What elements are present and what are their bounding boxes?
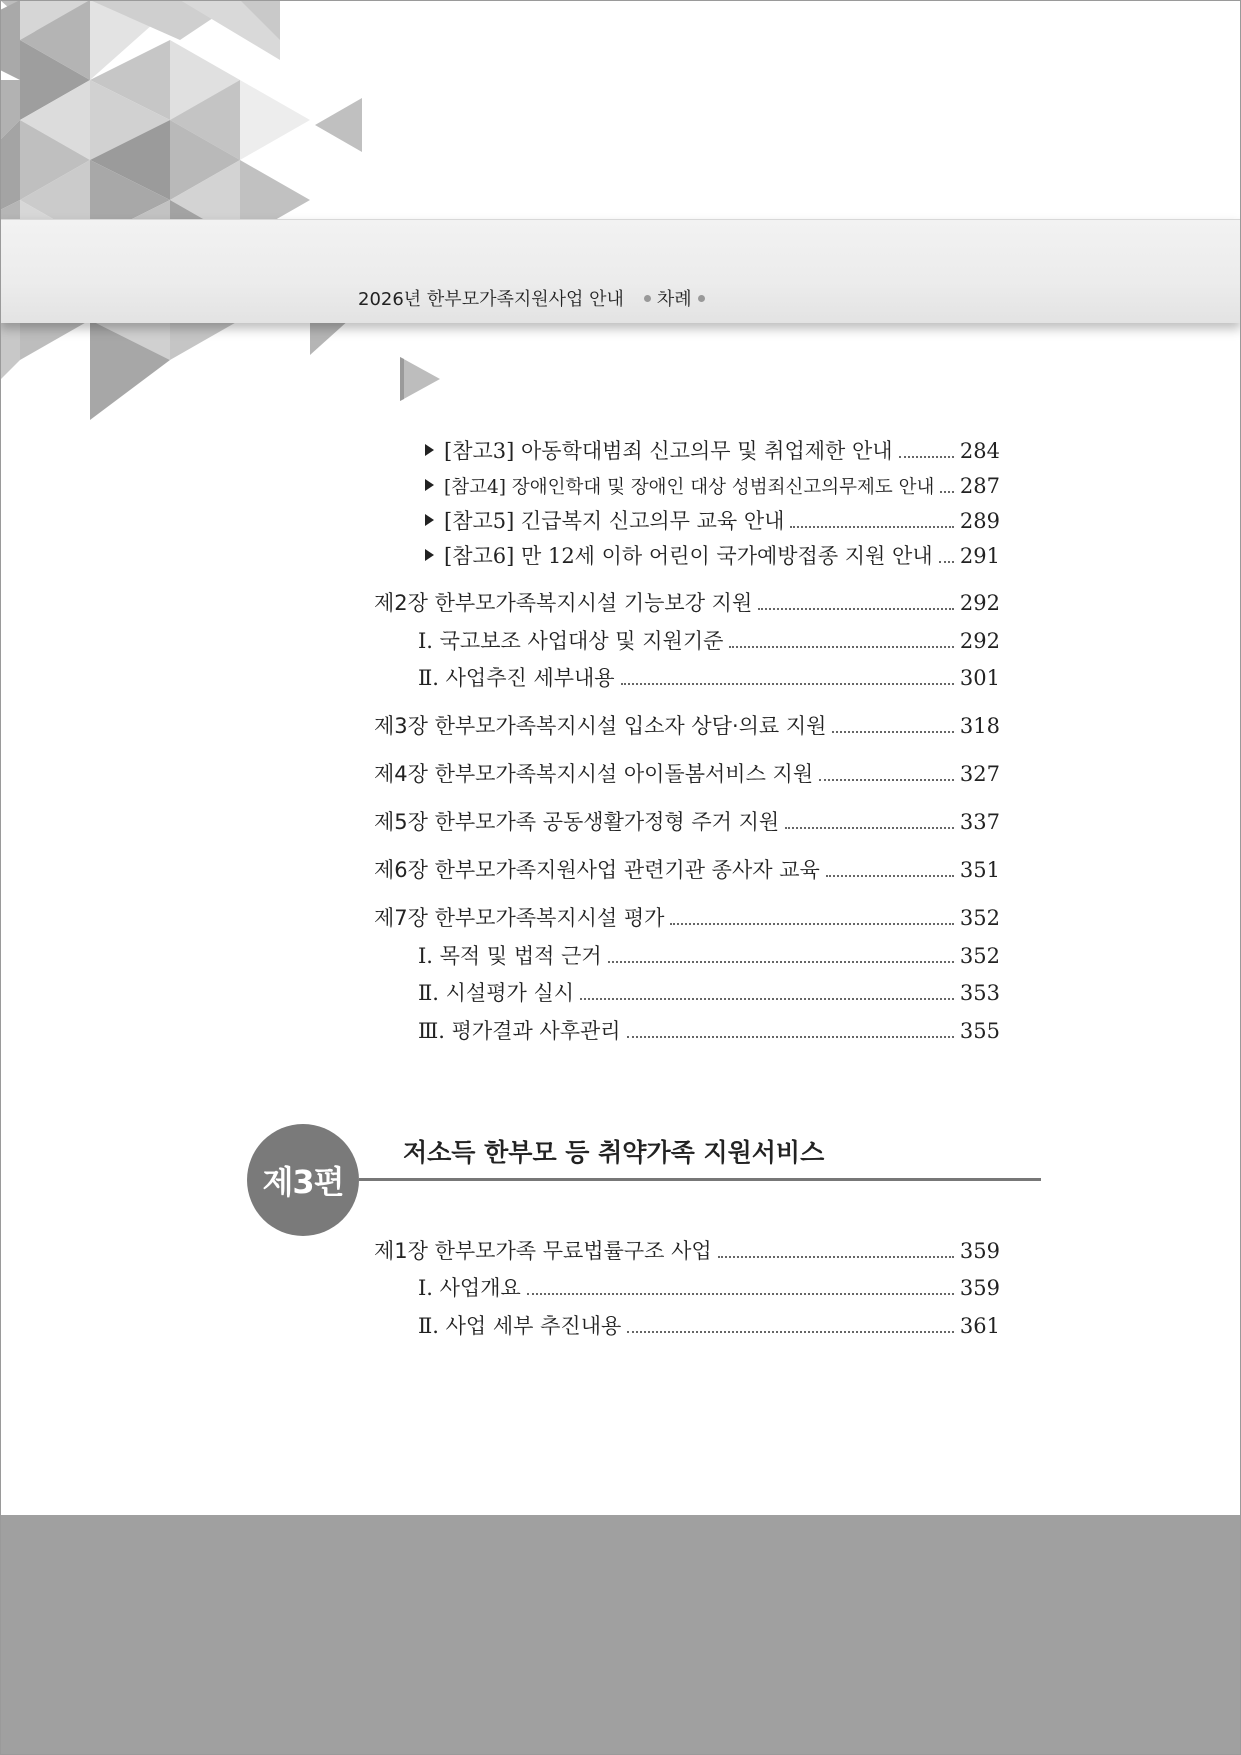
toc-entry-label [374, 903, 664, 933]
toc-entry-page: 355 [959, 1019, 1000, 1043]
toc-entry-label [418, 626, 723, 656]
leader-dots [670, 923, 953, 925]
toc-entry[interactable] [374, 1236, 1000, 1268]
toc-entry-text: 제4장 한부모가족복지시설 아이돌봄서비스 지원 [374, 762, 814, 786]
toc-entry[interactable] [425, 506, 1000, 538]
toc-entry-text: Ⅱ. 사업 세부 추진내용 [418, 1314, 622, 1338]
leader-dots [819, 779, 954, 781]
leader-dots [627, 1036, 954, 1038]
leader-dots [627, 1331, 954, 1333]
toc-entry[interactable] [418, 978, 1000, 1010]
toc-entry-text: Ⅱ. 시설평가 실시 [418, 981, 575, 1005]
toc-entry[interactable] [418, 1016, 1000, 1048]
triangle-bullet-icon [425, 479, 434, 491]
toc-entry-label [374, 807, 779, 837]
toc-entry[interactable] [418, 941, 1000, 973]
toc-entry-label [374, 759, 813, 789]
toc-entry-label [374, 711, 826, 741]
part-title: 저소득 한부모 등 취약가족 지원서비스 [403, 1138, 825, 1167]
bullet-dot-icon [698, 295, 705, 302]
toc-entry-label [418, 941, 602, 971]
toc-entry-page: 292 [959, 629, 1000, 653]
toc-entry-page: 337 [959, 810, 1000, 834]
toc-entry-page: 292 [959, 591, 1000, 615]
toc-entry-text: Ⅰ. 목적 및 법적 근거 [418, 944, 602, 968]
leader-dots [608, 961, 954, 963]
play-triangle-icon [398, 355, 444, 403]
toc-entry[interactable] [374, 855, 1000, 887]
toc-entry-page: 359 [959, 1276, 1000, 1300]
running-header-title: 2026년 한부모가족지원사업 안내 [358, 289, 624, 310]
triangle-bullet-icon [425, 444, 434, 456]
toc-entry[interactable] [418, 1273, 1000, 1305]
running-header [358, 285, 711, 311]
toc-entry-label [418, 663, 615, 693]
toc-entry-label [418, 1311, 621, 1341]
leader-dots [832, 731, 953, 733]
toc-entry-page: 353 [959, 981, 1000, 1005]
toc-entry-label [374, 855, 820, 885]
toc-entry-label [418, 978, 574, 1008]
toc-entry-page: 352 [959, 944, 1000, 968]
toc-entry-page: 351 [959, 858, 1000, 882]
toc-entry-page: 289 [959, 509, 1000, 533]
toc-entry-label [374, 1236, 712, 1266]
leader-dots [939, 561, 954, 563]
toc-entry-page: 284 [959, 439, 1000, 463]
toc-entry-text: Ⅱ. 사업추진 세부내용 [418, 666, 615, 690]
toc-entry-page: 352 [959, 906, 1000, 930]
toc-entry-text: 제1장 한부모가족 무료법률구조 사업 [374, 1239, 712, 1263]
toc-entry-text: 제7장 한부모가족복지시설 평가 [374, 906, 665, 930]
toc-entry-label [425, 541, 933, 571]
toc-entry-page: 287 [959, 474, 1000, 498]
toc-entry-page: 301 [959, 666, 1000, 690]
toc-entry[interactable] [425, 436, 1000, 468]
toc-entry-text: [참고5] 긴급복지 신고의무 교육 안내 [444, 509, 785, 533]
toc-entry-text: Ⅲ. 평가결과 사후관리 [418, 1019, 621, 1043]
leader-dots [785, 827, 954, 829]
leader-dots [899, 456, 954, 458]
leader-dots [580, 998, 954, 1000]
toc-entry[interactable] [374, 711, 1000, 743]
toc-entry[interactable] [374, 903, 1000, 935]
triangle-bullet-icon [425, 549, 434, 561]
toc-entry-text: [참고6] 만 12세 이하 어린이 국가예방접종 지원 안내 [444, 544, 933, 568]
toc-entry[interactable] [374, 807, 1000, 839]
leader-dots [758, 608, 954, 610]
toc-entry[interactable] [418, 626, 1000, 658]
footer-band [0, 1515, 1241, 1755]
toc-entry-page: 318 [959, 714, 1000, 738]
leader-dots [718, 1256, 954, 1258]
toc-entry-label [425, 473, 934, 503]
toc-entry[interactable] [418, 663, 1000, 695]
toc-entry-text: Ⅰ. 사업개요 [418, 1276, 521, 1300]
toc-entry[interactable] [374, 759, 1000, 791]
toc-entry[interactable] [425, 471, 1000, 503]
bullet-dot-icon [644, 295, 651, 302]
toc-entry-label [425, 506, 784, 536]
leader-dots [729, 646, 954, 648]
toc-entry[interactable] [374, 588, 1000, 620]
running-header-section: 차례 [656, 289, 692, 310]
toc-entry-label [425, 436, 893, 466]
toc-entry-page: 327 [959, 762, 1000, 786]
toc-entry-text: Ⅰ. 국고보조 사업대상 및 지원기준 [418, 629, 724, 653]
toc-entry-label [418, 1016, 621, 1046]
toc-entry-page: 291 [959, 544, 1000, 568]
leader-dots [790, 526, 953, 528]
toc-entry-page: 361 [959, 1314, 1000, 1338]
toc-entry-text: 제2장 한부모가족복지시설 기능보강 지원 [374, 591, 753, 615]
toc-entry-text: [참고4] 장애인학대 및 장애인 대상 성범죄신고의무제도 안내 [444, 477, 935, 498]
toc-entry-page: 359 [959, 1239, 1000, 1263]
leader-dots [826, 875, 954, 877]
leader-dots [527, 1293, 954, 1295]
triangle-bullet-icon [425, 514, 434, 526]
toc-entry[interactable] [425, 541, 1000, 573]
leader-dots [940, 491, 954, 493]
toc-entry-label [374, 588, 752, 618]
toc-entry-label [418, 1273, 521, 1303]
toc-entry-text: 제6장 한부모가족지원사업 관련기관 종사자 교육 [374, 858, 820, 882]
part-title-rule [359, 1178, 1041, 1181]
toc-entry-text: 제3장 한부모가족복지시설 입소자 상담·의료 지원 [374, 714, 827, 738]
toc-entry-text: 제5장 한부모가족 공동생활가정형 주거 지원 [374, 810, 780, 834]
toc-entry-text: [참고3] 아동학대범죄 신고의무 및 취업제한 안내 [444, 439, 893, 463]
leader-dots [621, 683, 954, 685]
part-badge: 제3편 [247, 1124, 359, 1236]
toc-entry[interactable] [418, 1311, 1000, 1343]
